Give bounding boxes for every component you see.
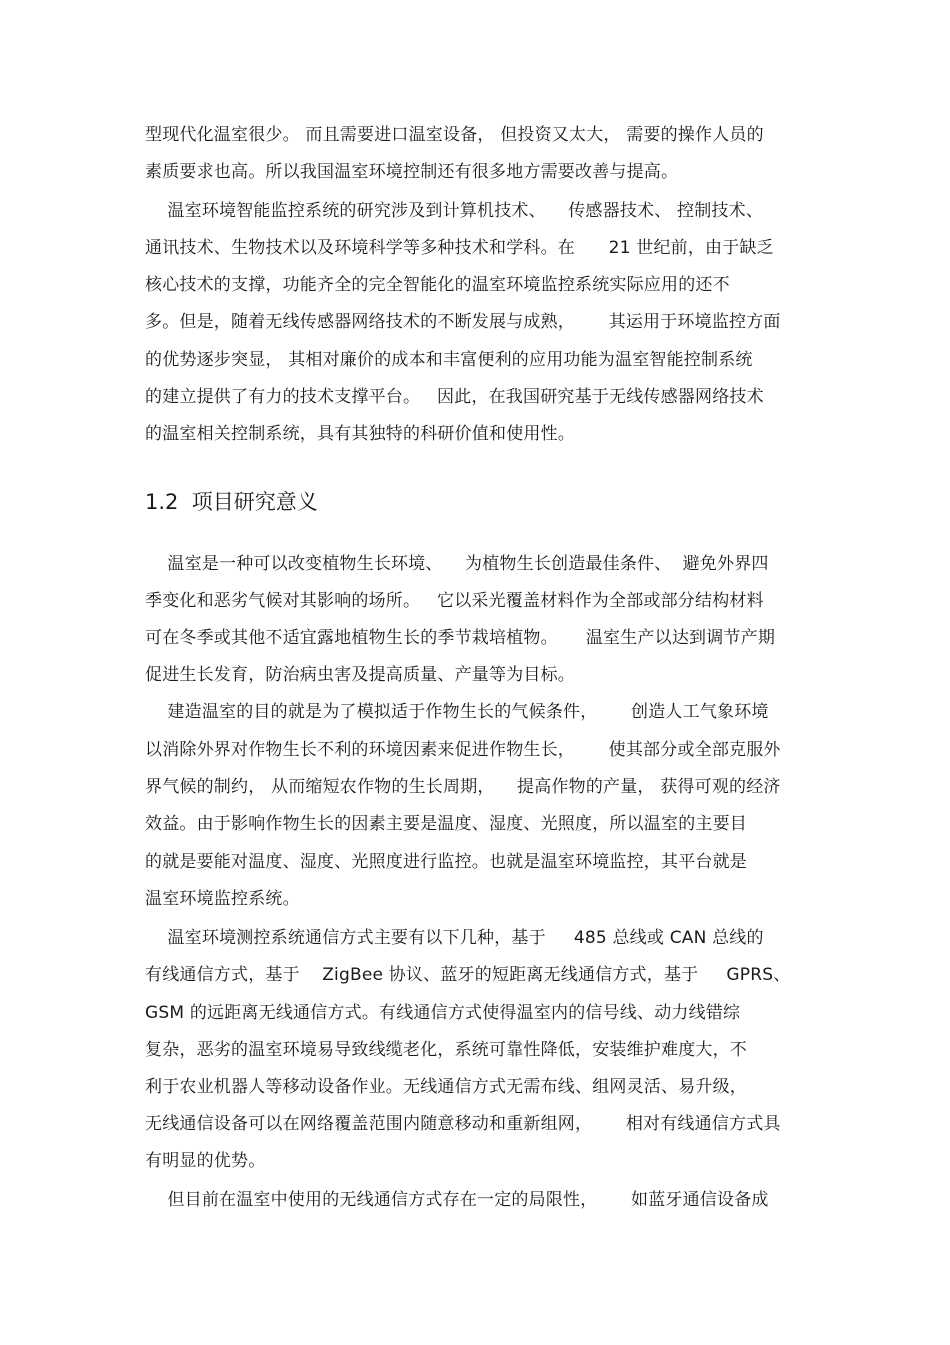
paragraph-line: 温室环境测控系统通信方式主要有以下几种，基于 485 总线或 CAN 总线的 [145,928,764,948]
paragraph-line: 以消除外界对作物生长不利的环境因素来促进作物生长， 使其部分或全部克服外 [145,740,781,760]
paragraph-line: 通讯技术、生物技术以及环境科学等多种技术和学科。在 21 世纪前，由于缺乏 [145,238,774,258]
paragraph-line: GSM 的远距离无线通信方式。有线通信方式使得温室内的信号线、动力线错综 [145,1003,741,1023]
paragraph-line: 核心技术的支撑，功能齐全的完全智能化的温室环境监控系统实际应用的还不 [145,275,730,295]
paragraph-line: 温室是一种可以改变植物生长环境、 为植物生长创造最佳条件、 避免外界四 [145,554,769,574]
paragraph-line: 建造温室的目的就是为了模拟适于作物生长的气候条件， 创造人工气象环境 [145,702,769,722]
paragraph-line: 素质要求也高。所以我国温室环境控制还有很多地方需要改善与提高。 [145,162,679,182]
paragraph-line: 的建立提供了有力的技术支撑平台。 因此，在我国研究基于无线传感器网络技术 [145,387,764,407]
paragraph-line: 型现代化温室很少。 而且需要进口温室设备， 但投资又太大， 需要的操作人员的 [145,125,764,145]
paragraph-line: 多。但是，随着无线传感器网络技术的不断发展与成熟， 其运用于环境监控方面 [145,312,781,332]
paragraph-line: 的温室相关控制系统，具有其独特的科研价值和使用性。 [145,424,575,444]
paragraph-line: 效益。由于影响作物生长的因素主要是温度、湿度、光照度，所以温室的主要目 [145,814,747,834]
paragraph-line: 温室环境智能监控系统的研究涉及到计算机技术、 传感器技术、 控制技术、 [145,201,764,221]
paragraph-line: 界气候的制约， 从而缩短农作物的生长周期， 提高作物的产量， 获得可观的经济 [145,777,781,797]
paragraph-line: 有线通信方式，基于 ZigBee 协议、蓝牙的短距离无线通信方式，基于 GPRS、 [145,965,791,985]
paragraph-line: 利于农业机器人等移动设备作业。无线通信方式无需布线、组网灵活、易升级， [145,1077,747,1097]
paragraph-line: 无线通信设备可以在网络覆盖范围内随意移动和重新组网， 相对有线通信方式具 [145,1114,781,1134]
paragraph-line: 有明显的优势。 [145,1151,266,1171]
section-heading: 1.2 项目研究意义 [145,490,318,514]
paragraph-line: 温室环境监控系统。 [145,889,300,909]
paragraph-line: 但目前在温室中使用的无线通信方式存在一定的局限性， 如蓝牙通信设备成 [145,1190,769,1210]
paragraph-line: 的就是要能对温度、湿度、光照度进行监控。也就是温室环境监控，其平台就是 [145,852,747,872]
paragraph-line: 可在冬季或其他不适宜露地植物生长的季节栽培植物。 温室生产以达到调节产期 [145,628,776,648]
paragraph-line: 促进生长发育，防治病虫害及提高质量、产量等为目标。 [145,665,575,685]
paragraph-line: 的优势逐步突显， 其相对廉价的成本和丰富便利的应用功能为温室智能控制系统 [145,350,753,370]
paragraph-line: 复杂，恶劣的温室环境易导致线缆老化，系统可靠性降低，安装维护难度大，不 [145,1040,747,1060]
paragraph-line: 季变化和恶劣气候对其影响的场所。 它以采光覆盖材料作为全部或部分结构材料 [145,591,764,611]
